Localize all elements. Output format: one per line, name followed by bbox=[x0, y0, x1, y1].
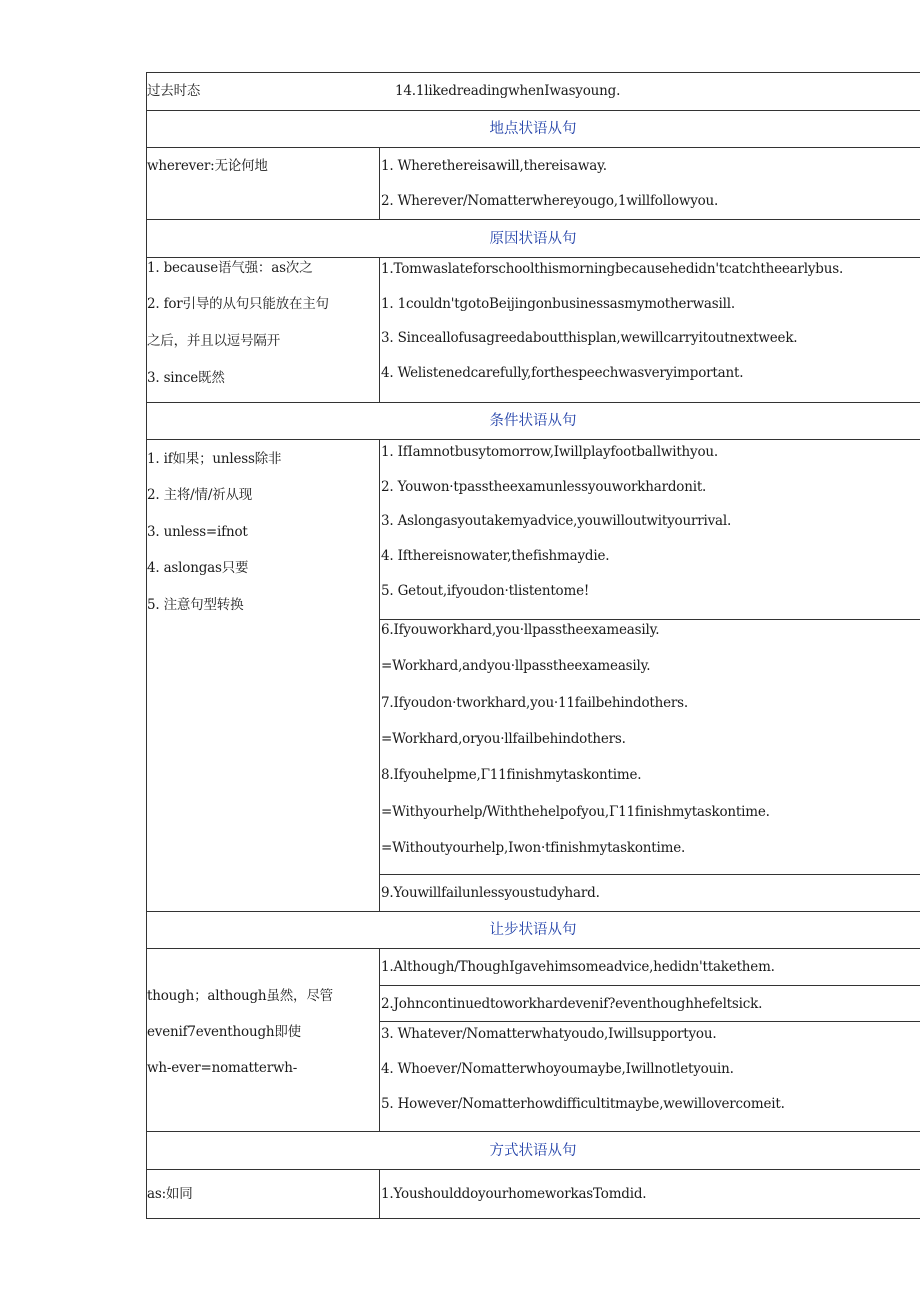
condition-rule: 1. if如果；unless除非 bbox=[147, 451, 282, 467]
rule-divider bbox=[146, 219, 920, 220]
place-example: 2. Wherever/Nomatterwhereyougo,1willfollowyou. bbox=[381, 193, 719, 209]
rule-column bbox=[379, 948, 380, 1131]
place-example: 1. Wherethereisawill,thereisaway. bbox=[381, 158, 607, 174]
condition-example: =Withyourhelp/Withthehelpofyou,Γ11finishmytaskontime. bbox=[381, 804, 770, 820]
rule-divider bbox=[379, 874, 920, 875]
condition-example: =Withoutyourhelp,Iwon·tfinishmytaskontime. bbox=[381, 840, 686, 856]
manner-clause-header: 方式状语从句 bbox=[489, 1143, 577, 1159]
rule-divider bbox=[146, 439, 920, 440]
reason-rule: 3. since既然 bbox=[147, 370, 225, 386]
rule-divider bbox=[379, 1021, 920, 1022]
place-rule: wherever:无论何地 bbox=[147, 158, 268, 174]
rule-divider bbox=[146, 1131, 920, 1132]
condition-example: 2. Youwon·tpasstheexamunlessyouworkhardonit. bbox=[381, 479, 707, 495]
condition-example: 5. Getout,ifyoudon·tlistentome! bbox=[381, 583, 590, 599]
concession-example: 3. Whatever/Nomatterwhatyoudo,Iwillsupportyou. bbox=[381, 1026, 717, 1042]
rule-divider bbox=[146, 147, 920, 148]
condition-rule: 2. 主将/情/祈从现 bbox=[147, 487, 253, 503]
past-tense-label: 过去时态 bbox=[147, 83, 201, 99]
concession-rule: though；although虽然，尽管 bbox=[147, 988, 333, 1004]
concession-rule: evenif7eventhough即使 bbox=[147, 1024, 301, 1040]
reason-example: 1. 1couldn'tgotoBeijingonbusinessasmymotherwasill. bbox=[381, 296, 735, 312]
condition-rule: 5. 注意句型转换 bbox=[147, 597, 244, 613]
condition-clause-header: 条件状语从句 bbox=[489, 413, 577, 429]
rule-divider bbox=[379, 985, 920, 986]
rule-column bbox=[379, 257, 380, 402]
concession-example: 2.Johncontinuedtoworkhardevenif?eventhoughhefeltsick. bbox=[381, 996, 763, 1012]
condition-example: =Workhard,andyou·llpasstheexameasily. bbox=[381, 658, 651, 674]
condition-example: 4. Ifthereisnowater,thefishmaydie. bbox=[381, 548, 610, 564]
condition-example: =Workhard,oryou·llfailbehindothers. bbox=[381, 731, 626, 747]
reason-example: 3. Sinceallofusagreedaboutthisplan,wewillcarryitoutnextweek. bbox=[381, 330, 798, 346]
rule-divider bbox=[146, 948, 920, 949]
rule-divider bbox=[146, 911, 920, 912]
rule-divider bbox=[146, 110, 920, 111]
rule-divider bbox=[146, 1169, 920, 1170]
concession-example: 5. However/Nomatterhowdifficultitmaybe,wewillovercomeit. bbox=[381, 1096, 785, 1112]
rule-column bbox=[379, 147, 380, 219]
rule-bottom bbox=[146, 1218, 920, 1219]
condition-example: 6.Ifyouworkhard,you·llpasstheexameasily. bbox=[381, 622, 660, 638]
reason-clause-header: 原因状语从句 bbox=[489, 231, 577, 247]
reason-rule: 1. because语气强：as次之 bbox=[147, 260, 313, 276]
reason-example: 4. Welistenedcarefully,forthespeechwasveryimportant. bbox=[381, 365, 744, 381]
reason-rule: 之后，并且以逗号隔开 bbox=[147, 333, 280, 349]
rule-column bbox=[379, 439, 380, 911]
condition-rule: 4. aslongas只要 bbox=[147, 560, 249, 576]
condition-example: 1. IfIamnotbusytomorrow,Iwillplayfootballwithyou. bbox=[381, 444, 718, 460]
place-clause-header: 地点状语从句 bbox=[489, 121, 577, 137]
concession-example: 1.Although/ThoughIgavehimsomeadvice,hedidn'ttakethem. bbox=[381, 959, 775, 975]
rule-divider bbox=[146, 402, 920, 403]
rule-divider bbox=[379, 619, 920, 620]
reason-example: 1.Tomwaslateforschoolthismorningbecausehedidn'tcatchtheearlybus. bbox=[381, 261, 844, 277]
concession-clause-header: 让步状语从句 bbox=[489, 922, 577, 938]
condition-example: 8.Ifyouhelpme,Γ11finishmytaskontime. bbox=[381, 767, 642, 783]
rule-column bbox=[379, 1169, 380, 1218]
condition-example: 7.Ifyoudon·tworkhard,you·11failbehindothers. bbox=[381, 695, 688, 711]
reason-rule: 2. for引导的从句只能放在主句 bbox=[147, 296, 329, 312]
concession-example: 4. Whoever/Nomatterwhoyoumaybe,Iwillnotletyouin. bbox=[381, 1061, 734, 1077]
rule-top bbox=[146, 72, 920, 73]
past-tense-example: 14.1likedreadingwhenIwasyoung. bbox=[395, 83, 621, 99]
manner-rule: as:如同 bbox=[147, 1186, 193, 1202]
condition-rule: 3. unless=ifnot bbox=[147, 524, 248, 540]
rule-divider bbox=[146, 257, 920, 258]
concession-rule: wh-ever=nomatterwh- bbox=[147, 1060, 298, 1076]
condition-example: 3. Aslongasyoutakemyadvice,youwilloutwityourrival. bbox=[381, 513, 732, 529]
manner-example: 1.YoushoulddoyourhomeworkasTomdid. bbox=[381, 1186, 647, 1202]
condition-example: 9.Youwillfailunlessyoustudyhard. bbox=[381, 885, 600, 901]
